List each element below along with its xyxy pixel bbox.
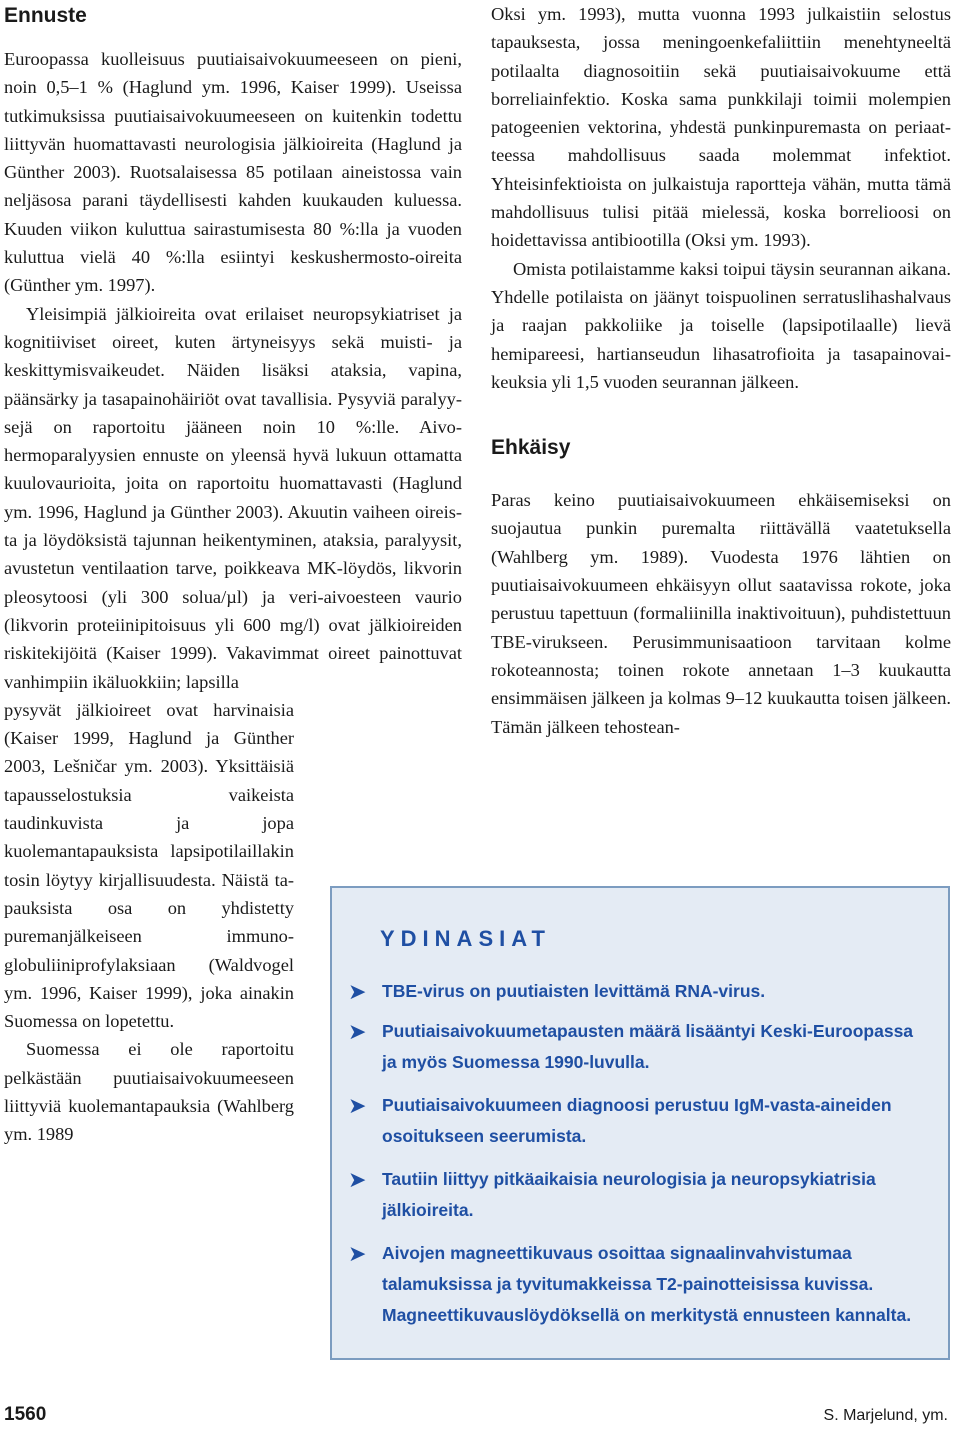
arrow-bullet-icon: ➤ (348, 1019, 367, 1044)
arrow-bullet-icon: ➤ (348, 1093, 367, 1118)
paragraph-coinfection: Oksi ym. 1993), mutta vuonna 1993 julkaistiin selostus tapauksesta, jossa meningoenkefaliittiin menehtyneeltä potilaalta diagnosoitiin sekä puutiaisaivokuume että borreliainfektio. Koska sama punkkilaji toimii molempien patogeenien vektorina, yhdestä punkinpuremasta on periaatteessa mahdollisuus saada molemmat infektiot. Yhteisinfektioista on julkaistuja raportteja vähän, mutta tämä mahdollisuus tulisi pitää mielessä, koska borrelioosi on hoidettavissa antibiootilla (Oksi ym. 1993). (491, 4, 951, 251)
arrow-bullet-icon: ➤ (348, 1241, 367, 1266)
paragraph-mortality: Euroopassa kuolleisuus puutiaisaivokuumeeseen on pieni, noin 0,5–1 % (Haglund ym. 1996, Kaiser 1999). Useissa tutkimuksissa puutiaisaivokuumeeseen on kuitenkin todettu liittyvän huomattavasti neurologisia jälkioireita (Haglund ja Günther 2003). Ruotsalaisessa 85 potilaan aineistossa vain neljäsosa parani täydellisesti kahden kuukauden kuluessa. Kuuden viikon kuluttua sairastumisesta 80 %:lla ja vuoden kuluttua vielä 40 %:lla esiintyi keskushermosto-oireita (Günther ym. 1997). (4, 49, 462, 296)
key-point-text: Puutiaisaivokuumeen diagnoosi perustuu IgM-vasta-aineiden osoitukseen seerumista. (382, 1095, 892, 1146)
key-point-text: Aivojen magneettikuvaus osoittaa signaalinvahvistumaa talamuksissa ja tyvitumakkeissa T2-painotteisissa kuvissa. Magneettikuvauslöydöksellä on merkitystä ennusteen kannalta. (382, 1243, 912, 1325)
key-point-item (348, 976, 918, 1007)
section-heading-ennuste: Ennuste (4, 4, 87, 27)
key-point-text: Tautiin liittyy pitkäaikaisia neurologisia ja neuropsykiatrisia jälkioireita. (382, 1169, 876, 1220)
key-point-item (348, 1238, 918, 1331)
key-points-box (330, 886, 950, 1360)
section-heading-ehkaisy: Ehkäisy (491, 436, 571, 460)
paragraph-sequelae: Yleisimpiä jälkioireita ovat erilaiset neuropsykiatriset ja kognitiiviset oireet, kuten ärtyneisyys sekä muisti- ja keskittymisvaikeudet. Näiden lisäksi ataksia, vapina, päänsärky ja tasapainohäiriöt ovat tavallisia. Pysyviä paralyysejä on raportoitu jääneen noin 10 %:lle. Aivohermoparalyysien ennuste on yleensä hyvä lukuun ottamatta kuulovaurioita, joita on raportoitu huomattavasti (Haglund ym. 1996, Haglund ja Günther 2003). Akuutin vaiheen oireista ja löydöksistä tajunnan heikentyminen, ataksia, paralyysit, avustetun ventilaation tarve, poikkeava MK-löydös, likvorin pleosytoosi (yli 300 solua/µl) ja veri-aivoesteen vaurio (likvorin proteiinipitoisuus yli 600 mg/l) ovat jälkioireiden riskitekijöitä (Kaiser 1999). Vakavimmat oireet painottuvat vanhimpiin ikäluokkiin; lapsilla (4, 303, 462, 692)
key-point-item (348, 1090, 918, 1152)
key-point-item (348, 1016, 918, 1078)
key-points-title: YDINASIAT (380, 926, 551, 951)
right-column (491, 0, 951, 741)
paragraph-finland-deaths: Suomessa ei ole raportoitu pelkästään puutiaisaivokuumeeseen liittyviä kuolemantapauksia (Wahlberg ym. 1989 (4, 1039, 294, 1145)
author-credit: S. Marjelund, ym. (823, 1407, 948, 1424)
key-point-text: TBE-virus on puutiaisten levittämä RNA-virus. (382, 981, 766, 1001)
arrow-bullet-icon: ➤ (348, 979, 367, 1004)
arrow-bullet-icon: ➤ (348, 1167, 367, 1192)
paragraph-prevention: Paras keino puutiaisaivokuumeen ehkäisemiseksi on suojautua punkin puremalta riittävällä vaatetuksella (Wahlberg ym. 1989). Vuodesta 1976 lähtien on puutiaisaivokuumeen ehkäisyyn ollut saatavissa rokote, joka perustuu tapettuun (formaliinilla inaktivoituun), puhdistettuun TBE-virukseen. Perusimmunisaatioon tarvitaan kolme rokoteannosta; toinen rokote annetaan 1–3 kuukautta ensimmäisen jälkeen ja kolmas 9–12 kuukautta toisen jälkeen. Tämän jälkeen tehostean- (491, 490, 951, 737)
page-number: 1560 (4, 1404, 47, 1425)
paragraph-own-patients: Omista potilaistamme kaksi toipui täysin seurannan aikana. Yhdelle potilaista on jäänyt toispuolinen serratuslihashalvaus ja raajan pakkoliike ja toiselle (lapsipotilaalle) lievä hemipareesi, hartianseudun lihasatrofioita ja tasapainovaikeuksia yli 1,5 vuoden seurannan jälkeen. (491, 258, 951, 392)
key-point-text: Puutiaisaivokuumetapausten määrä lisääntyi Keski-Euroopassa ja myös Suomessa 1990-luvulla. (382, 1021, 914, 1072)
key-point-item (348, 1164, 918, 1226)
paragraph-sequelae-continued: pysyvät jälkioireet ovat harvinaisia (Kaiser 1999, Haglund ja Günther 2003, Lešničar ym. 2003). Yksittäisiä tapausselostuksia vaikeista taudinkuvista ja jopa kuolemantapauksista lapsipotilaillakin tosin löytyy kirjallisuudesta. Näistä tapauksista osa on yhdistetty puremanjälkeiseen immunoglobuliiniprofylaksiaan (Waldvogel ym. 1996, Kaiser 1999), joka ainakin Suomessa on lopetettu. (4, 699, 294, 1032)
